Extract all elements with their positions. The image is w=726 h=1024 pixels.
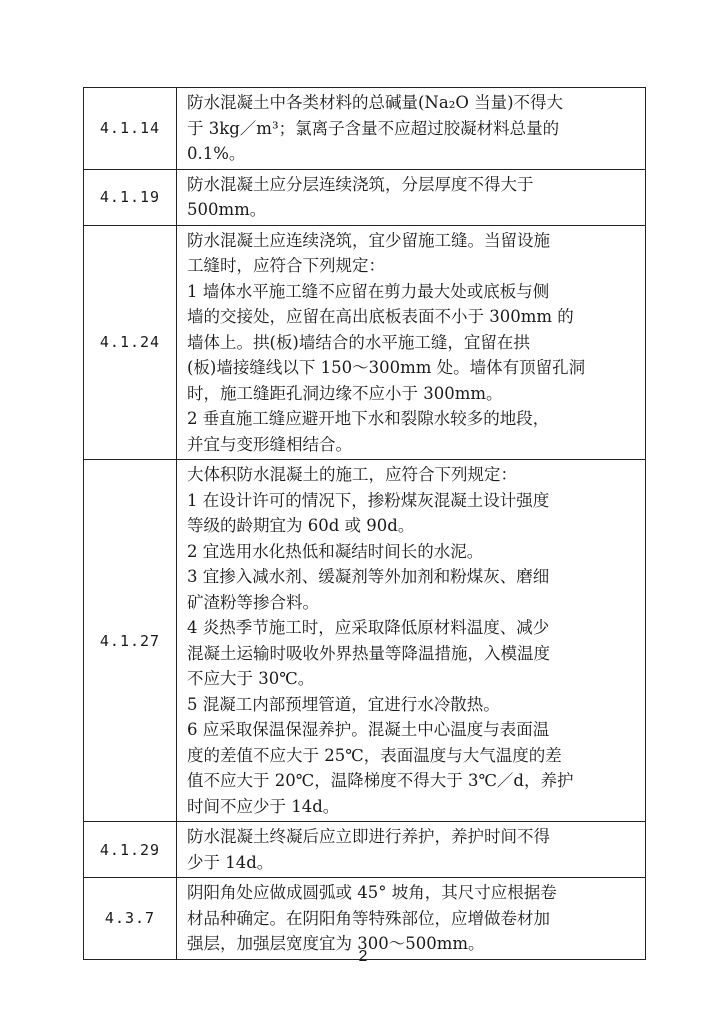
clause-text-line: 2 垂直施工缝应避开地下水和裂隙水较多的地段， — [187, 409, 550, 428]
clause-text-line: 并宜与变形缝相结合。 — [187, 434, 352, 454]
clause-text-line: 值不应大于 20℃，温降梯度不得大于 3℃／d，养护 — [187, 771, 574, 790]
clause-number: 4.1.27 — [84, 460, 177, 822]
clause-content — [177, 88, 646, 170]
clause-content — [177, 225, 646, 460]
clause-number: 4.3.7 — [84, 878, 177, 960]
clause-content — [177, 822, 646, 878]
table-row — [84, 225, 646, 460]
clause-text-line: 4 炎热季节施工时，应采取降低原材料温度、减少 — [187, 618, 550, 637]
clause-number: 4.1.19 — [84, 169, 177, 225]
clause-text-line: 防水混凝土应分层连续浇筑，分层厚度不得大于 — [187, 174, 534, 194]
clause-text-line: 墙体上。拱(板)墙结合的水平施工缝，宜留在拱 — [187, 332, 530, 352]
clause-number: 4.1.14 — [84, 88, 177, 170]
specification-table-body — [84, 88, 646, 960]
clause-number: 4.1.29 — [84, 822, 177, 878]
clause-text-line: 2 宜选用水化热低和凝结时间长的水泥。 — [187, 541, 484, 561]
table-row — [84, 822, 646, 878]
clause-text-line: 时间不应少于 14d。 — [187, 796, 340, 816]
clause-text-line: 3 宜掺入减水剂、缓凝剂等外加剂和粉煤灰、磨细 — [187, 567, 550, 586]
table-row — [84, 169, 646, 225]
clause-text-line: 材品种确定。在阴阳角等特殊部位，应增做卷材加 — [187, 908, 550, 928]
clause-content — [177, 878, 646, 960]
clause-text-line: 防水混凝土中各类材料的总碱量(Na₂O 当量)不得大 — [187, 93, 564, 112]
clause-text-line: 度的差值不应大于 25℃，表面温度与大气温度的差 — [187, 745, 562, 765]
clause-text-line: 少于 14d。 — [187, 852, 274, 872]
table-row — [84, 460, 646, 822]
clause-text-line: 时，施工缝距孔洞边缘不应小于 300mm。 — [187, 383, 503, 403]
clause-text-line: 于 3kg／m³；氯离子含量不应超过胶凝材料总量的 — [187, 118, 560, 138]
clause-text-line: 5 混凝工内部预埋管道，宜进行水冷散热。 — [187, 694, 500, 714]
clause-text-line: 墙的交接处，应留在高出底板表面不小于 300mm 的 — [187, 307, 574, 326]
clause-text-line: 1 在设计许可的情况下，掺粉煤灰混凝土设计强度 — [187, 490, 550, 510]
clause-text-line: 1 墙体水平施工缝不应留在剪力最大处或底板与侧 — [187, 281, 550, 301]
clause-text-line: 等级的龄期宜为 60d 或 90d。 — [187, 516, 415, 535]
clause-number: 4.1.24 — [84, 225, 177, 460]
clause-text-line: 阴阳角处应做成圆弧或 45° 坡角，其尺寸应根据卷 — [187, 883, 557, 902]
table-row — [84, 878, 646, 960]
clause-text-line: 大体积防水混凝土的施工，应符合下列规定： — [187, 465, 517, 484]
clause-text-line: 矿渣粉等掺合料。 — [187, 592, 319, 612]
clause-content — [177, 169, 646, 225]
page-number: 2 — [358, 948, 368, 965]
clause-text-line: 500mm。 — [187, 200, 267, 219]
table-row — [84, 88, 646, 170]
clause-text-line: 混凝土运输时吸收外界热量等降温措施，入模温度 — [187, 643, 550, 663]
clause-text-line: 0.1%。 — [187, 144, 246, 163]
clause-text-line: 6 应采取保温保湿养护。混凝土中心温度与表面温 — [187, 720, 550, 739]
clause-text-line: 防水混凝土终凝后应立即进行养护，养护时间不得 — [187, 827, 550, 846]
clause-text-line: 强层，加强层宽度宜为 300～500mm。 — [187, 934, 485, 953]
clause-content — [177, 460, 646, 822]
clause-text-line: 不应大于 30℃。 — [187, 669, 315, 688]
clause-text-line: 工缝时，应符合下列规定： — [187, 256, 385, 275]
clause-text-line: (板)墙接缝线以下 150～300mm 处。墙体有顶留孔洞 — [187, 358, 586, 377]
clause-text-line: 防水混凝土应连续浇筑，宜少留施工缝。当留设施 — [187, 230, 550, 250]
specification-table — [83, 87, 646, 960]
